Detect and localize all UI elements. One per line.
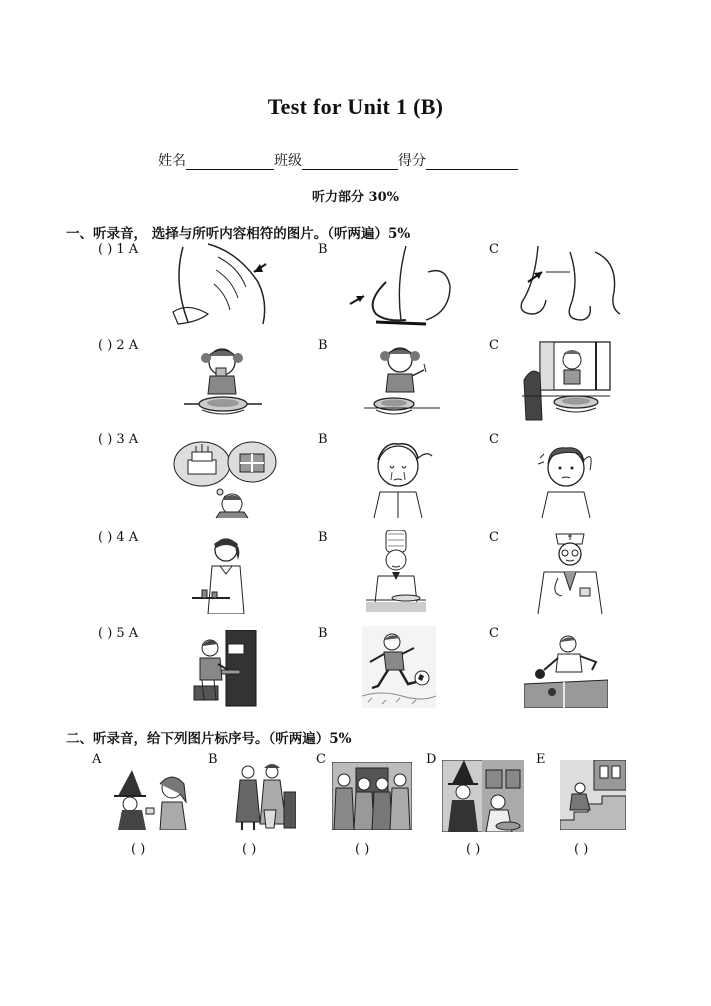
section2-letter-d: D xyxy=(426,752,437,767)
section2-letter-e: E xyxy=(536,752,546,767)
boy-crying-picture[interactable] xyxy=(360,436,446,518)
section2-letter-c: C xyxy=(316,752,326,767)
girl-at-window-picture[interactable] xyxy=(520,340,612,422)
section2-letter-a: A xyxy=(92,752,102,767)
row1-label: ( ) 1 A xyxy=(98,242,139,257)
class-label: 班级 xyxy=(274,153,302,169)
row4-label: ( ) 4 A xyxy=(98,530,139,545)
student-info-line xyxy=(158,150,518,170)
section2-letter-b: B xyxy=(208,752,218,767)
score-blank[interactable] xyxy=(426,155,518,170)
animal-legs-picture[interactable] xyxy=(510,242,622,324)
row5-option-b: B xyxy=(318,626,328,641)
section2-heading: 二、听录音，给下列图片标序号。（听两遍）5% xyxy=(66,731,352,747)
witch-and-girl-picture[interactable] xyxy=(114,766,194,830)
section2-answer-e[interactable]: ( ) xyxy=(574,842,589,857)
name-label: 姓名 xyxy=(158,153,186,169)
row2-label: ( ) 2 A xyxy=(98,338,139,353)
witch-and-girl-in-room-picture[interactable] xyxy=(442,760,524,832)
girl-on-stairs-picture[interactable] xyxy=(560,760,626,830)
row3-option-c: C xyxy=(489,432,499,447)
prince-and-people-picture[interactable] xyxy=(230,762,296,832)
row4-option-c: C xyxy=(489,530,499,545)
class-blank[interactable] xyxy=(302,155,398,170)
row3-label: ( ) 3 A xyxy=(98,432,139,447)
group-at-door-picture[interactable] xyxy=(332,762,412,830)
chef-picture[interactable] xyxy=(366,530,426,612)
section2-answer-a[interactable]: ( ) xyxy=(131,842,146,857)
row1-option-c: C xyxy=(489,242,499,257)
row1-option-b: B xyxy=(318,242,328,257)
section2-answer-b[interactable]: ( ) xyxy=(242,842,257,857)
section2-answer-d[interactable]: ( ) xyxy=(466,842,481,857)
score-label: 得分 xyxy=(398,153,426,169)
bird-wing-picture[interactable] xyxy=(168,242,278,326)
row2-option-b: B xyxy=(318,338,328,353)
girl-drinking-picture[interactable] xyxy=(180,342,266,420)
section1-heading: 一、听录音， 选择与所听内容相符的图片。（听两遍）5% xyxy=(66,226,411,242)
waitress-with-tray-picture[interactable] xyxy=(190,534,256,614)
boy-scratching-head-picture[interactable] xyxy=(530,440,610,518)
boy-playing-piano-picture[interactable] xyxy=(190,630,258,708)
row4-option-b: B xyxy=(318,530,328,545)
boy-playing-football-picture[interactable] xyxy=(362,626,436,708)
row3-option-b: B xyxy=(318,432,328,447)
name-blank[interactable] xyxy=(186,155,274,170)
animal-tail-picture[interactable] xyxy=(346,242,456,326)
boy-dreaming-cake-gift-picture[interactable] xyxy=(172,436,278,518)
doctor-picture[interactable] xyxy=(532,530,608,614)
page-title: Test for Unit 1 (B) xyxy=(267,94,444,119)
boy-playing-ping-pong-picture[interactable] xyxy=(524,632,608,708)
listening-header: 听力部分 30% xyxy=(312,190,399,205)
row2-option-c: C xyxy=(489,338,499,353)
girl-eating-soup-picture[interactable] xyxy=(360,342,446,420)
row5-option-c: C xyxy=(489,626,499,641)
row5-label: ( ) 5 A xyxy=(98,626,139,641)
section2-answer-c[interactable]: ( ) xyxy=(355,842,370,857)
